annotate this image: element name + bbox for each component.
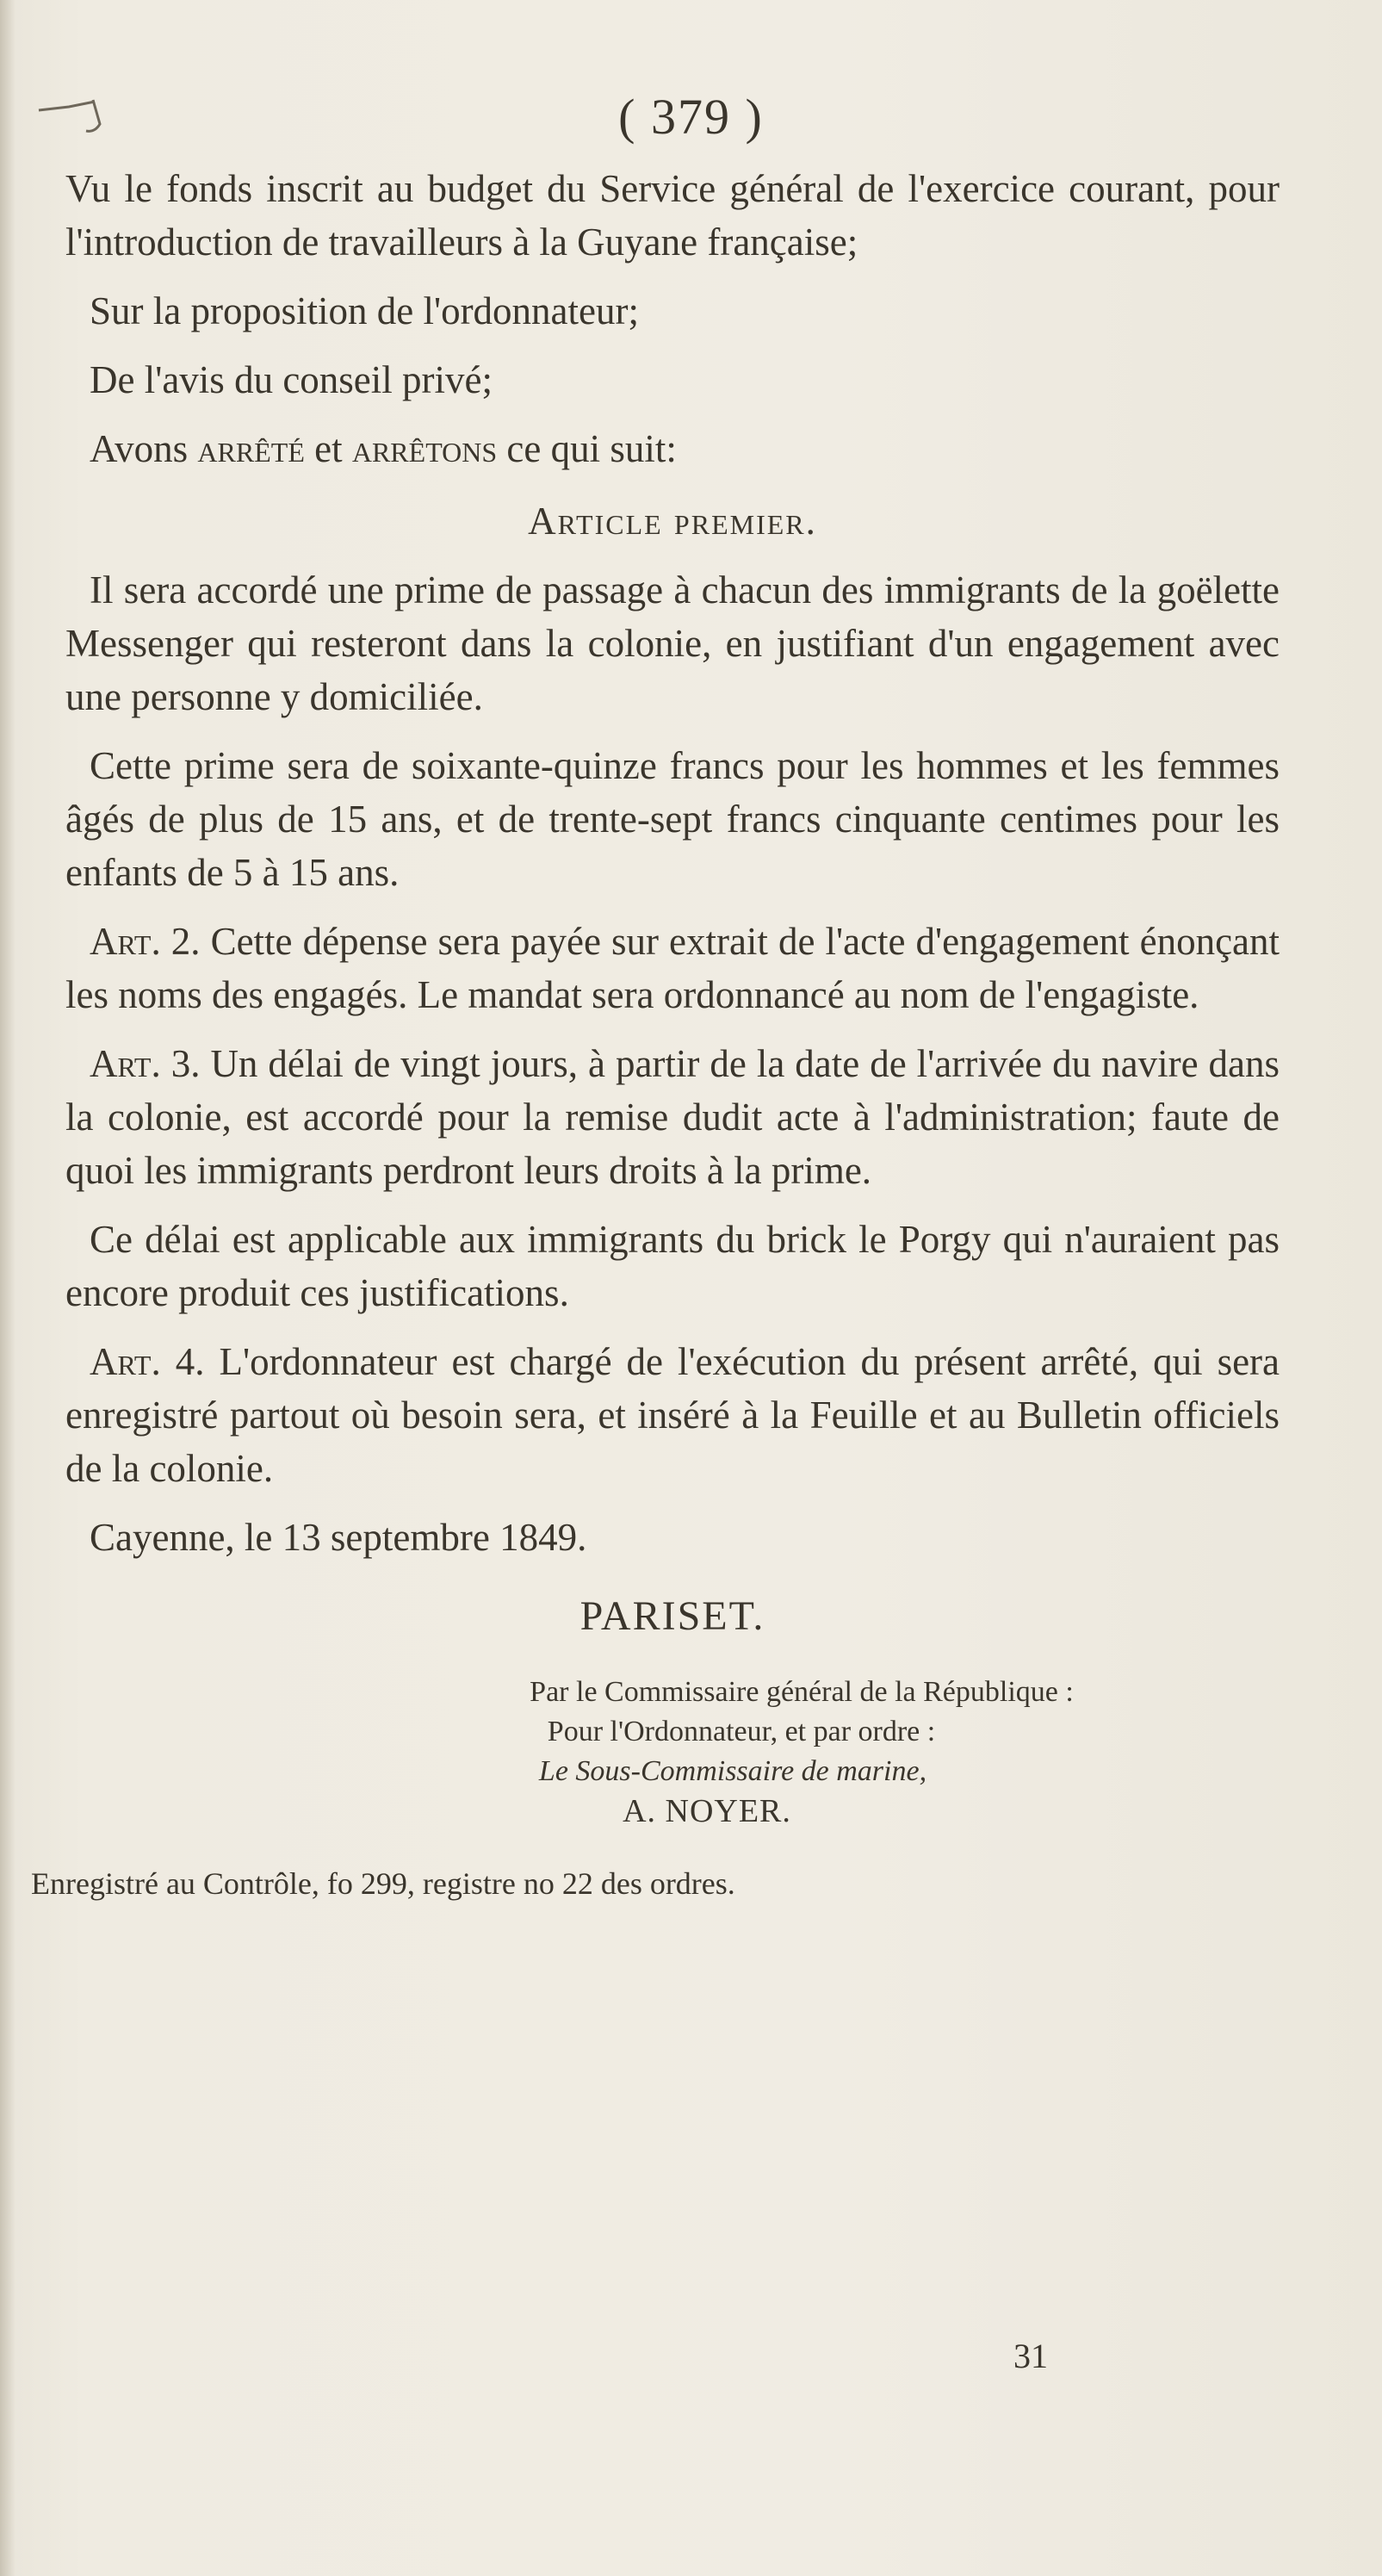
attestation-line-sous-commissaire: Le Sous-Commissaire de marine, [538,1755,927,1787]
article-3-text: Un délai de vingt jours, à partir de la date de l'arrivée du navire dans la colonie, est accordé pour la remise dudit acte à l'administration; faute de quoi les immigrants perdront leurs droits à la prime. [65,1042,1280,1192]
paragraph-avons [65,422,1280,475]
registry-note: Enregistré au Contrôle, fo 299, registre no 22 des ordres. [31,1866,735,1901]
attestation-block [65,1673,1280,1831]
paragraph-proposition: Sur la proposition de l'ordonnateur; [90,289,639,332]
paragraph-avis: De l'avis du conseil privé; [90,358,493,401]
avons-word: Avons [90,427,189,470]
article-4 [65,1335,1280,1495]
paragraph-montant: Cette prime sera de soixante-quinze francs pour les hommes et les femmes âgés de plus de 15 ans, et de trente-sept francs cinquante centimes pour les enfants de 5 à 15 ans. [65,744,1280,894]
article-3-label: Art. 3. [90,1042,201,1085]
arrete-word: arrêté [197,427,305,470]
article-3 [65,1037,1280,1197]
attestation-line-ordonnateur: Pour l'Ordonnateur, et par ordre : [547,1716,936,1747]
et-word: et [314,427,343,470]
article-4-text: L'ordonnateur est chargé de l'exécution du présent arrêté, qui sera enregistré partout où besoin sera, et inséré à la Feuille et au Bulletin officiels de la colonie. [65,1340,1280,1490]
attestation-line-signatory: A. NOYER. [623,1793,791,1829]
attestation-line-commissaire: Par le Commissaire général de la République : [530,1676,1074,1708]
arretons-word: arrêtons [351,427,498,470]
article-4-label: Art. 4. [90,1340,205,1383]
page-edge-shadow [0,0,15,2576]
ce-qui-suit: ce qui suit: [506,427,677,470]
date-line: Cayenne, le 13 septembre 1849. [90,1516,587,1559]
article-2 [65,915,1280,1021]
article-heading: Article premier. [528,500,817,543]
sheet-number: 31 [1013,2337,1048,2375]
article-2-text: Cette dépense sera payée sur extrait de l'acte d'engagement énonçant les noms des engagés. Le mandat sera ordonnancé au nom de l'engagiste. [65,920,1280,1016]
signature-name: PARISET. [579,1593,765,1639]
document-body [31,162,1280,1936]
article-2-label: Art. 2. [90,920,201,963]
paragraph-prime: Il sera accordé une prime de passage à chacun des immigrants de la goëlette Messenger qui resteront dans la colonie, en justifiant d'un engagement avec une personne y domiciliée. [65,568,1280,718]
paragraph-budget: Vu le fonds inscrit au budget du Service général de l'exercice courant, pour l'introduction de travailleurs à la Guyane française; [65,167,1280,264]
paragraph-delai: Ce délai est applicable aux immigrants du brick le Porgy qui n'auraient pas encore produit ces justifications. [65,1218,1280,1314]
page-number: ( 379 ) [618,89,764,145]
